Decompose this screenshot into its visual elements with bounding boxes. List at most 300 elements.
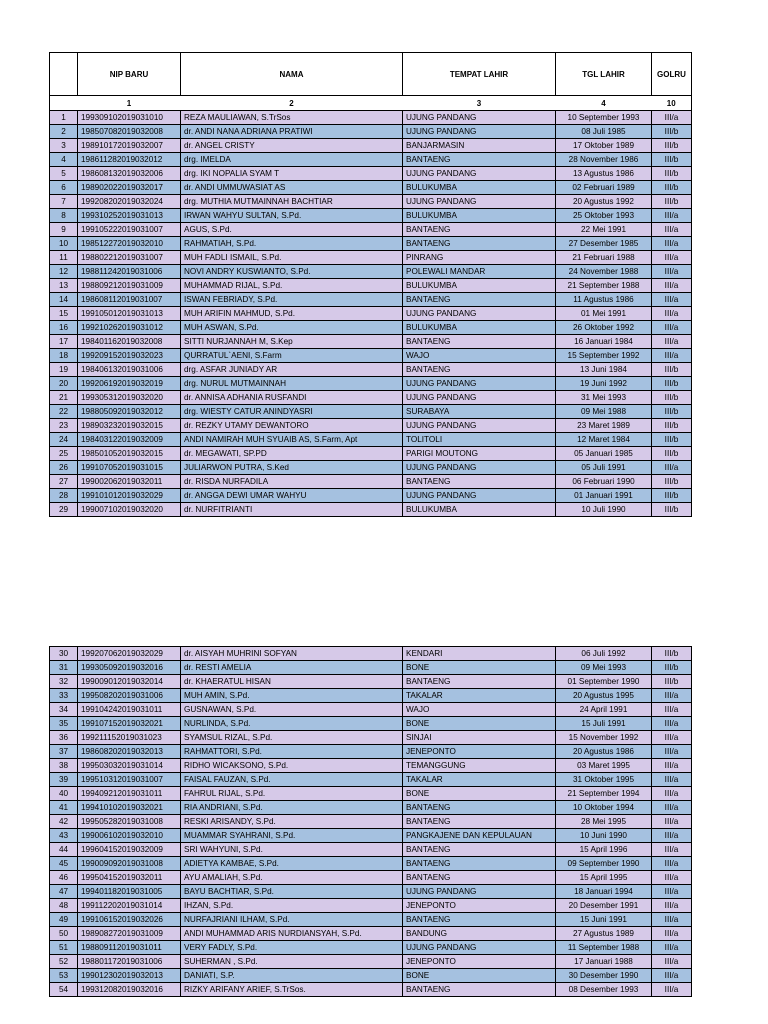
cell-no: 22 [50,405,78,419]
cell-nama: ANDI NAMIRAH MUH SYUAIB AS, S.Farm, Apt [181,433,403,447]
cell-tempat-lahir: BONE [403,787,556,801]
cell-no: 6 [50,181,78,195]
cell-nip: 199305092019032016 [78,661,181,675]
cell-golru: III/b [652,195,692,209]
table-row [50,307,692,321]
cell-tempat-lahir: BANTAENG [403,293,556,307]
cell-golru: III/b [652,447,692,461]
table-row [50,475,692,489]
cell-no: 18 [50,349,78,363]
cell-nip: 199006102019032010 [78,829,181,843]
cell-no: 9 [50,223,78,237]
cell-nama: DANIATI, S.P. [181,969,403,983]
cell-tgl-lahir: 21 September 1994 [556,787,652,801]
cell-no: 53 [50,969,78,983]
cell-no: 37 [50,745,78,759]
cell-nama: dr. ANGGA DEWI UMAR WAHYU [181,489,403,503]
table-row [50,647,692,661]
cell-no: 42 [50,815,78,829]
cell-golru: III/a [652,731,692,745]
cell-nama: dr. RESTI AMELIA [181,661,403,675]
cell-no: 2 [50,125,78,139]
cell-tempat-lahir: BANJARMASIN [403,139,556,153]
cell-nama: NURFAJRIANI ILHAM, S.Pd. [181,913,403,927]
cell-nip: 198809212019031009 [78,279,181,293]
table-row [50,941,692,955]
cell-golru: III/a [652,279,692,293]
cell-nama: RAHMATIAH, S.Pd. [181,237,403,251]
cell-golru: III/a [652,335,692,349]
cell-golru: III/b [652,405,692,419]
cell-golru: III/b [652,475,692,489]
cell-no: 20 [50,377,78,391]
table-row [50,829,692,843]
cell-tgl-lahir: 28 November 1986 [556,153,652,167]
cell-tempat-lahir: BULUKUMBA [403,209,556,223]
cell-no: 40 [50,787,78,801]
cell-nip: 199112202019031014 [78,899,181,913]
table-row [50,773,692,787]
cell-golru: III/a [652,773,692,787]
cell-nip: 199510312019031007 [78,773,181,787]
table-row [50,139,692,153]
cell-tgl-lahir: 20 Agustus 1992 [556,195,652,209]
cell-golru: III/a [652,955,692,969]
cell-no: 26 [50,461,78,475]
column-index-row [50,96,692,111]
table-row [50,955,692,969]
cell-nama: RIA ANDRIANI, S.Pd. [181,801,403,815]
cell-golru: III/a [652,759,692,773]
cell-nama: GUSNAWAN, S.Pd. [181,703,403,717]
cell-tgl-lahir: 13 Juni 1984 [556,363,652,377]
cell-no: 24 [50,433,78,447]
table-2-body [50,647,692,997]
column-index: 10 [652,96,692,111]
cell-nip: 199009092019031008 [78,857,181,871]
cell-nip: 199211152019031023 [78,731,181,745]
cell-nama: FAHRUL RIJAL, S.Pd. [181,787,403,801]
cell-tgl-lahir: 13 Agustus 1986 [556,167,652,181]
table-row [50,885,692,899]
cell-nip: 199107152019032021 [78,717,181,731]
cell-tempat-lahir: UJUNG PANDANG [403,489,556,503]
cell-no: 49 [50,913,78,927]
cell-no: 39 [50,773,78,787]
cell-no: 23 [50,419,78,433]
cell-nip: 199410102019032021 [78,801,181,815]
cell-no: 17 [50,335,78,349]
table-row [50,927,692,941]
cell-tempat-lahir: BANTAENG [403,815,556,829]
cell-no: 35 [50,717,78,731]
cell-tgl-lahir: 15 Juli 1991 [556,717,652,731]
cell-nama: QURRATUL`AENI, S.Farm [181,349,403,363]
cell-tempat-lahir: JENEPONTO [403,745,556,759]
cell-tgl-lahir: 15 November 1992 [556,731,652,745]
cell-tempat-lahir: POLEWALI MANDAR [403,265,556,279]
cell-nip: 198512272019032010 [78,237,181,251]
cell-tgl-lahir: 31 Oktober 1995 [556,773,652,787]
cell-no: 52 [50,955,78,969]
table-row [50,181,692,195]
cell-nip: 198910172019032007 [78,139,181,153]
cell-golru: III/a [652,815,692,829]
cell-golru: III/b [652,419,692,433]
table-row [50,661,692,675]
cell-golru: III/b [652,489,692,503]
cell-tgl-lahir: 09 Mei 1988 [556,405,652,419]
cell-tempat-lahir: BANTAENG [403,223,556,237]
cell-nip: 199007102019032020 [78,503,181,517]
cell-nama: SYAMSUL RIZAL, S.Pd. [181,731,403,745]
cell-no: 41 [50,801,78,815]
cell-golru: III/b [652,675,692,689]
cell-nama: RAHMATTORI, S.Pd. [181,745,403,759]
table-row [50,759,692,773]
cell-nip: 199009012019032014 [78,675,181,689]
cell-tempat-lahir: UJUNG PANDANG [403,419,556,433]
table-row [50,405,692,419]
cell-golru: III/a [652,307,692,321]
cell-nama: JULIARWON PUTRA, S.Ked [181,461,403,475]
cell-nip: 199101012019032029 [78,489,181,503]
cell-no: 44 [50,843,78,857]
cell-nip: 199409212019031011 [78,787,181,801]
cell-tempat-lahir: BANTAENG [403,675,556,689]
cell-tempat-lahir: BANTAENG [403,237,556,251]
header-tgl-lahir: TGL LAHIR [556,53,652,96]
cell-nip: 198809112019031011 [78,941,181,955]
cell-golru: III/b [652,377,692,391]
cell-nama: RIDHO WICAKSONO, S.Pd. [181,759,403,773]
cell-tempat-lahir: BANTAENG [403,857,556,871]
cell-nip: 199503032019031014 [78,759,181,773]
cell-nama: RIZKY ARIFANY ARIEF, S.TrSos. [181,983,403,997]
cell-tempat-lahir: UJUNG PANDANG [403,461,556,475]
cell-tempat-lahir: BANTAENG [403,335,556,349]
table-row [50,279,692,293]
cell-tempat-lahir: BANTAENG [403,843,556,857]
cell-tgl-lahir: 11 Agustus 1986 [556,293,652,307]
cell-tgl-lahir: 26 Oktober 1992 [556,321,652,335]
cell-nip: 198401162019032008 [78,335,181,349]
table-row [50,419,692,433]
cell-tgl-lahir: 20 Agustus 1995 [556,689,652,703]
cell-nama: AYU AMALIAH, S.Pd. [181,871,403,885]
table-1-body [50,111,692,517]
table-row [50,237,692,251]
cell-nip: 198805092019032012 [78,405,181,419]
cell-golru: III/a [652,983,692,997]
cell-no: 31 [50,661,78,675]
cell-nip: 199210262019031012 [78,321,181,335]
cell-nama: dr. ANNISA ADHANIA RUSFANDI [181,391,403,405]
cell-nip: 199012302019032013 [78,969,181,983]
cell-tgl-lahir: 05 Juli 1991 [556,461,652,475]
cell-tempat-lahir: PANGKAJENE DAN KEPULAUAN [403,829,556,843]
cell-tgl-lahir: 08 Juli 1985 [556,125,652,139]
cell-tgl-lahir: 15 April 1995 [556,871,652,885]
cell-tempat-lahir: BULUKUMBA [403,279,556,293]
cell-golru: III/b [652,647,692,661]
header-nama: NAMA [181,53,403,96]
table-row [50,969,692,983]
cell-no: 16 [50,321,78,335]
cell-nama: RESKI ARISANDY, S.Pd. [181,815,403,829]
table-row [50,787,692,801]
cell-tgl-lahir: 27 Desember 1985 [556,237,652,251]
cell-nama: dr. AISYAH MUHRINI SOFYAN [181,647,403,661]
table-row [50,843,692,857]
table-row [50,111,692,125]
cell-nama: dr. MEGAWATI, SP.PD [181,447,403,461]
table-row [50,391,692,405]
cell-nip: 199207062019032029 [78,647,181,661]
cell-no: 14 [50,293,78,307]
cell-nama: dr. RISDA NURFADILA [181,475,403,489]
cell-golru: III/a [652,787,692,801]
cell-nama: FAISAL FAUZAN, S.Pd. [181,773,403,787]
cell-tgl-lahir: 05 Januari 1985 [556,447,652,461]
cell-nama: drg. IMELDA [181,153,403,167]
cell-golru: III/a [652,461,692,475]
cell-tempat-lahir: WAJO [403,349,556,363]
table-row [50,363,692,377]
table-row [50,377,692,391]
cell-nip: 198507082019032008 [78,125,181,139]
cell-nama: IRWAN WAHYU SULTAN, S.Pd. [181,209,403,223]
cell-tgl-lahir: 28 Mei 1995 [556,815,652,829]
cell-tgl-lahir: 20 Agustus 1986 [556,745,652,759]
column-index: 1 [78,96,181,111]
table-row [50,461,692,475]
cell-no: 34 [50,703,78,717]
cell-tgl-lahir: 06 Juli 1992 [556,647,652,661]
table-row [50,447,692,461]
table-row [50,251,692,265]
table-row [50,209,692,223]
cell-no: 43 [50,829,78,843]
cell-tgl-lahir: 09 September 1990 [556,857,652,871]
table-row [50,335,692,349]
cell-nip: 198802212019031007 [78,251,181,265]
cell-golru: III/a [652,829,692,843]
cell-nip: 199312082019032016 [78,983,181,997]
cell-tgl-lahir: 21 Februari 1988 [556,251,652,265]
cell-nip: 199104242019031011 [78,703,181,717]
cell-tgl-lahir: 11 September 1988 [556,941,652,955]
cell-golru: III/a [652,969,692,983]
cell-tgl-lahir: 10 Juli 1990 [556,503,652,517]
table-row [50,153,692,167]
cell-tempat-lahir: PINRANG [403,251,556,265]
cell-tempat-lahir: UJUNG PANDANG [403,377,556,391]
cell-golru: III/b [652,363,692,377]
cell-no: 19 [50,363,78,377]
cell-nip: 198608202019032013 [78,745,181,759]
cell-nip: 199309102019031010 [78,111,181,125]
cell-no: 25 [50,447,78,461]
table-row [50,857,692,871]
cell-no: 51 [50,941,78,955]
cell-tgl-lahir: 03 Maret 1995 [556,759,652,773]
header-row [50,53,692,96]
cell-no: 36 [50,731,78,745]
cell-no: 4 [50,153,78,167]
cell-golru: III/a [652,871,692,885]
table-row [50,349,692,363]
cell-nama: REZA MAULIAWAN, S.TrSos [181,111,403,125]
cell-golru: III/a [652,349,692,363]
cell-nip: 198801172019031006 [78,955,181,969]
table-row [50,745,692,759]
employee-table-2 [49,646,692,997]
cell-tgl-lahir: 01 September 1990 [556,675,652,689]
cell-nama: dr. REZKY UTAMY DEWANTORO [181,419,403,433]
cell-tgl-lahir: 24 April 1991 [556,703,652,717]
cell-no: 12 [50,265,78,279]
cell-golru: III/a [652,843,692,857]
cell-tempat-lahir: TOLITOLI [403,433,556,447]
cell-tgl-lahir: 06 Februari 1990 [556,475,652,489]
cell-tgl-lahir: 21 September 1988 [556,279,652,293]
cell-no: 21 [50,391,78,405]
cell-nama: ADIETYA KAMBAE, S.Pd. [181,857,403,871]
cell-tempat-lahir: BANTAENG [403,363,556,377]
cell-no: 33 [50,689,78,703]
table-row [50,801,692,815]
cell-golru: III/a [652,913,692,927]
cell-tgl-lahir: 15 September 1992 [556,349,652,363]
cell-golru: III/b [652,433,692,447]
cell-nama: ISWAN FEBRIADY, S.Pd. [181,293,403,307]
table-row [50,703,692,717]
cell-nama: dr. ANDI NANA ADRIANA PRATIWI [181,125,403,139]
cell-tgl-lahir: 31 Mei 1993 [556,391,652,405]
cell-tempat-lahir: UJUNG PANDANG [403,167,556,181]
header-golru: GOLRU [652,53,692,96]
cell-nama: MUHAMMAD RIJAL, S.Pd. [181,279,403,293]
cell-tgl-lahir: 16 Januari 1984 [556,335,652,349]
cell-nip: 198811242019031006 [78,265,181,279]
cell-tgl-lahir: 01 Mei 1991 [556,307,652,321]
table-row [50,983,692,997]
table-row [50,675,692,689]
cell-nama: SRI WAHYUNI, S.Pd. [181,843,403,857]
column-index: 2 [181,96,403,111]
cell-tempat-lahir: BONE [403,969,556,983]
table-row [50,195,692,209]
cell-nip: 198908272019031009 [78,927,181,941]
cell-tgl-lahir: 23 Maret 1989 [556,419,652,433]
column-index: 3 [403,96,556,111]
cell-nip: 199305312019032020 [78,391,181,405]
cell-golru: III/a [652,111,692,125]
cell-tempat-lahir: TAKALAR [403,773,556,787]
cell-golru: III/a [652,321,692,335]
cell-nama: MUAMMAR SYAHRANI, S.Pd. [181,829,403,843]
cell-nama: dr. NURFITRIANTI [181,503,403,517]
cell-nama: drg. WIESTY CATUR ANINDYASRI [181,405,403,419]
cell-nip: 199505282019031008 [78,815,181,829]
table-row [50,489,692,503]
cell-nama: drg. ASFAR JUNIADY AR [181,363,403,377]
table-row [50,717,692,731]
cell-tgl-lahir: 27 Agustus 1989 [556,927,652,941]
cell-nip: 199206192019032019 [78,377,181,391]
cell-no: 28 [50,489,78,503]
cell-golru: III/a [652,209,692,223]
table-row [50,265,692,279]
cell-no: 54 [50,983,78,997]
cell-nip: 199508202019031006 [78,689,181,703]
cell-nip: 199604152019032009 [78,843,181,857]
cell-golru: III/a [652,745,692,759]
cell-nama: BAYU BACHTIAR, S.Pd. [181,885,403,899]
cell-tgl-lahir: 30 Desember 1990 [556,969,652,983]
cell-no: 3 [50,139,78,153]
cell-no: 1 [50,111,78,125]
cell-tempat-lahir: BANTAENG [403,153,556,167]
cell-golru: III/a [652,801,692,815]
cell-tempat-lahir: PARIGI MOUTONG [403,447,556,461]
cell-golru: III/a [652,941,692,955]
cell-tgl-lahir: 24 November 1988 [556,265,652,279]
cell-tempat-lahir: BULUKUMBA [403,321,556,335]
table-row [50,815,692,829]
cell-golru: III/a [652,689,692,703]
cell-tempat-lahir: SURABAYA [403,405,556,419]
cell-nip: 199106152019032026 [78,913,181,927]
cell-nama: MUH ARIFIN MAHMUD, S.Pd. [181,307,403,321]
cell-tempat-lahir: BANTAENG [403,871,556,885]
cell-tempat-lahir: JENEPONTO [403,899,556,913]
table-row [50,913,692,927]
cell-golru: III/a [652,899,692,913]
cell-tgl-lahir: 08 Desember 1993 [556,983,652,997]
cell-tgl-lahir: 20 Desember 1991 [556,899,652,913]
cell-tempat-lahir: BONE [403,717,556,731]
cell-nip: 199209152019032023 [78,349,181,363]
cell-tempat-lahir: BULUKUMBA [403,181,556,195]
cell-nip: 198902022019032017 [78,181,181,195]
cell-golru: III/a [652,703,692,717]
cell-nip: 198611282019032012 [78,153,181,167]
cell-tempat-lahir: BANTAENG [403,475,556,489]
cell-nip: 198903232019032015 [78,419,181,433]
cell-nip: 198608112019031007 [78,293,181,307]
cell-no: 32 [50,675,78,689]
cell-tempat-lahir: WAJO [403,703,556,717]
cell-nama: dr. ANDI UMMUWASIAT AS [181,181,403,195]
cell-nip: 198608132019032006 [78,167,181,181]
cell-no: 10 [50,237,78,251]
cell-tgl-lahir: 18 Januari 1994 [556,885,652,899]
cell-tempat-lahir: BANDUNG [403,927,556,941]
cell-no: 7 [50,195,78,209]
cell-tgl-lahir: 09 Mei 1993 [556,661,652,675]
cell-golru: III/b [652,181,692,195]
cell-tgl-lahir: 17 Januari 1988 [556,955,652,969]
cell-nama: AGUS, S.Pd. [181,223,403,237]
cell-tgl-lahir: 01 Januari 1991 [556,489,652,503]
cell-nama: VERY FADLY, S.Pd. [181,941,403,955]
cell-golru: III/b [652,125,692,139]
cell-nama: dr. KHAERATUL HISAN [181,675,403,689]
cell-no: 11 [50,251,78,265]
table-row [50,321,692,335]
